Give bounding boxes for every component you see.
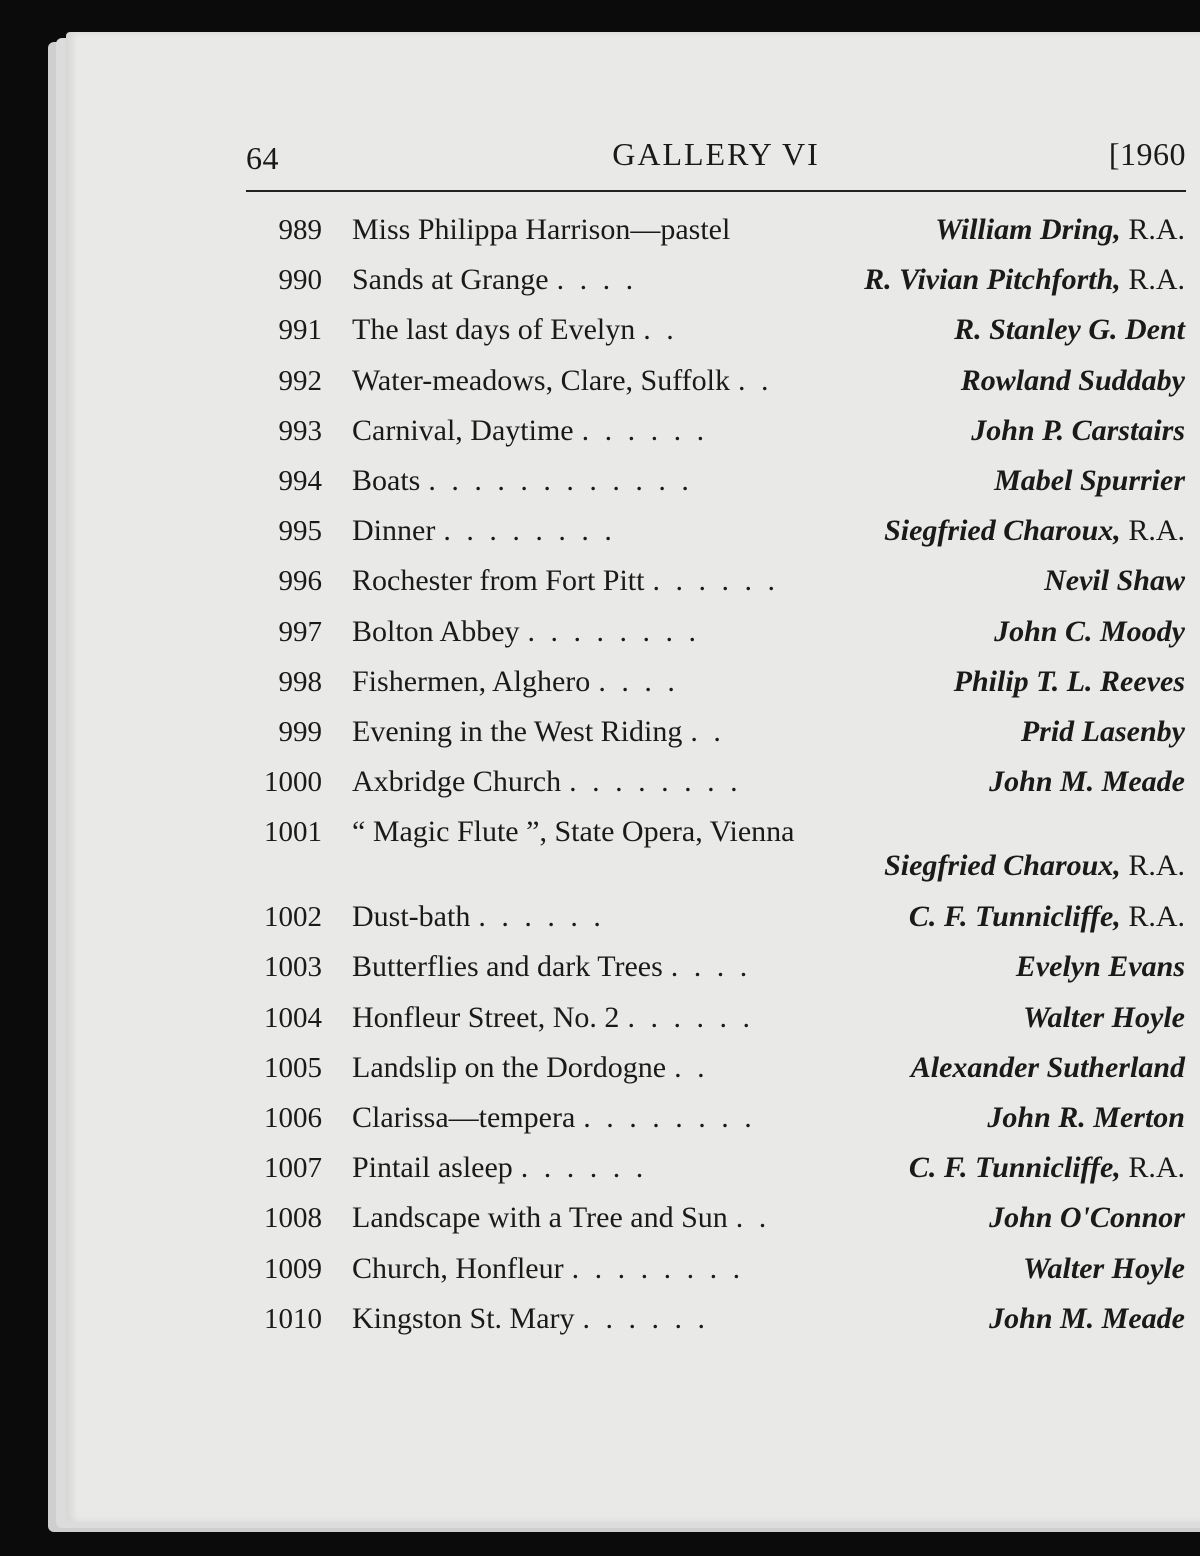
dot-leader: . . [690, 714, 725, 748]
artist-name: Rowland Suddaby [960, 363, 1185, 397]
entry-title-line [352, 757, 742, 807]
dot-leader: . . [674, 1050, 709, 1084]
entry-title-line [352, 657, 679, 707]
work-title: Bolton Abbey [352, 614, 520, 648]
work-title: Honfleur Street, No. 2 [352, 1000, 620, 1034]
entry-title-line [352, 1193, 770, 1243]
work-title: Butterflies and dark Trees [352, 950, 663, 984]
entry-title-line [352, 506, 616, 556]
artist-name: C. F. Tunnicliffe, [908, 900, 1121, 934]
entry-number: 998 [278, 665, 322, 698]
entry-title-line [352, 807, 795, 857]
entry-number: 993 [278, 414, 322, 447]
entry-number: 1009 [264, 1252, 322, 1285]
work-title: Water-meadows, Clare, Suffolk [352, 363, 730, 397]
catalogue-entry [250, 657, 1185, 707]
catalogue-entry [250, 993, 1185, 1043]
entry-title-line [352, 556, 779, 606]
artist-name: C. F. Tunnicliffe, [908, 1151, 1121, 1185]
entry-title-line [352, 1093, 756, 1143]
dot-leader: . . . . . . [478, 900, 605, 934]
entry-title-line [352, 356, 773, 406]
artist-name: Siegfried Charoux, [884, 514, 1121, 548]
artist-honours: R.A. [1128, 263, 1185, 297]
artist-credit [961, 356, 1185, 406]
dot-leader: . . . . . . . . [527, 614, 701, 648]
artist-name: Alexander Sutherland [910, 1050, 1185, 1084]
work-title: Carnival, Daytime [352, 413, 574, 447]
dot-leader: . . . . . . [652, 564, 779, 598]
artist-name: Nevil Shaw [1044, 564, 1185, 598]
dot-leader: . . . . [556, 263, 638, 297]
work-title: Boats [352, 463, 421, 497]
catalogue-entries [250, 205, 1185, 1344]
work-title: Rochester from Fort Pitt [352, 564, 645, 598]
artist-credit [989, 1193, 1185, 1243]
entry-number: 989 [278, 214, 322, 246]
artist-credit [864, 255, 1185, 305]
artist-name: John C. Moody [994, 614, 1185, 648]
entry-title-line [352, 1043, 709, 1093]
entry-title-line [352, 205, 730, 255]
gallery-title: GALLERY VI [612, 136, 820, 172]
dot-leader: . . . . . . [581, 413, 709, 447]
artist-credit [935, 205, 1185, 255]
artist-credit [1016, 942, 1185, 992]
dot-leader: . . [735, 1201, 771, 1235]
entry-number: 1002 [264, 901, 322, 934]
catalogue-entry [250, 892, 1185, 942]
artist-credit [994, 456, 1185, 506]
artist-honours: R.A. [1128, 213, 1185, 246]
artist-credit [954, 305, 1185, 355]
artist-name: John O'Connor [989, 1201, 1185, 1235]
entry-number: 996 [278, 565, 322, 598]
entry-number: 1005 [264, 1051, 322, 1084]
entry-title-line [352, 1244, 744, 1294]
work-title: Landscape with a Tree and Sun [352, 1201, 728, 1235]
catalogue-entry [250, 255, 1185, 305]
dot-leader: . . . . . . . . [569, 765, 742, 799]
artist-name: John P. Carstairs [971, 413, 1185, 447]
catalogue-entry [250, 205, 1185, 255]
artist-honours: R.A. [1128, 849, 1185, 883]
artist-credit [989, 757, 1185, 807]
catalogue-entry [250, 607, 1185, 657]
entry-number: 999 [278, 715, 322, 748]
entry-title-line [352, 1294, 709, 1344]
artist-name: Walter Hoyle [1023, 1251, 1185, 1285]
entry-title-line [352, 993, 754, 1043]
catalogue-entry [250, 506, 1185, 556]
entry-number: 1008 [264, 1202, 322, 1235]
entry-title-line [352, 1143, 647, 1193]
artist-credit [971, 406, 1185, 456]
entry-number: 1000 [264, 766, 322, 799]
catalogue-entry [250, 356, 1185, 406]
catalogue-entry [250, 757, 1185, 807]
work-title: Pintail asleep [352, 1151, 513, 1185]
artist-name: Mabel Spurrier [994, 463, 1185, 497]
dot-leader: . . [643, 313, 678, 347]
entry-number: 994 [278, 464, 322, 497]
artist-name: R. Stanley G. Dent [954, 313, 1185, 347]
artist-credit [884, 506, 1185, 556]
artist-credit [1023, 1244, 1185, 1294]
dot-leader: . . . . . . . . [583, 1101, 756, 1134]
dot-leader: . . . . . . . . [443, 514, 616, 548]
entry-number: 1001 [264, 816, 322, 849]
work-title: Fishermen, Alghero [352, 664, 591, 698]
dot-leader: . . . . [670, 950, 752, 984]
entry-number: 1004 [264, 1001, 322, 1034]
entry-number: 1006 [264, 1102, 322, 1134]
artist-name: John R. Merton [987, 1101, 1185, 1134]
artist-name: Siegfried Charoux, [884, 849, 1121, 883]
entry-number: 1010 [264, 1302, 322, 1335]
dot-leader: . . . . . . [520, 1151, 648, 1185]
artist-name: Walter Hoyle [1023, 1000, 1185, 1034]
work-title: Church, Honfleur [352, 1251, 564, 1285]
page-number: 64 [246, 140, 279, 176]
catalogue-entry [250, 942, 1185, 992]
artist-credit [884, 841, 1185, 891]
artist-honours: R.A. [1128, 900, 1185, 934]
artist-honours: R.A. [1128, 1151, 1185, 1185]
entry-number: 992 [278, 364, 322, 397]
catalogue-entry [250, 1093, 1185, 1143]
catalogue-entry [250, 305, 1185, 355]
entry-title-line [352, 707, 725, 757]
artist-credit [911, 1043, 1185, 1093]
artist-credit [909, 1143, 1185, 1193]
catalogue-entry [250, 456, 1185, 506]
work-title: Dust-bath [352, 900, 471, 934]
artist-name: Prid Lasenby [1020, 714, 1185, 748]
catalogue-entry [250, 1143, 1185, 1193]
catalogue-entry [250, 406, 1185, 456]
catalogue-entry [250, 1244, 1185, 1294]
year-label: [1960 [1108, 136, 1186, 172]
running-header [246, 136, 1186, 184]
dot-leader: . . . . . . . . . . . . [428, 463, 693, 497]
artist-name: William Dring, [935, 213, 1121, 246]
entry-number: 990 [278, 264, 322, 297]
entry-title-line [352, 305, 678, 355]
catalogue-entry [250, 556, 1185, 606]
work-title: Landslip on the Dordogne [352, 1050, 667, 1084]
entry-title-line [352, 406, 708, 456]
catalogue-entry [250, 1193, 1185, 1243]
entry-title-line [352, 607, 700, 657]
artist-name: R. Vivian Pitchforth, [864, 263, 1121, 297]
entry-number: 997 [278, 615, 322, 648]
work-title: The last days of Evelyn [352, 313, 636, 347]
catalogue-entry [250, 807, 1185, 892]
catalogue-entry [250, 707, 1185, 757]
dot-leader: . . . . . . . . [571, 1251, 745, 1285]
dot-leader: . . . . . . [582, 1301, 710, 1335]
artist-credit [1021, 707, 1185, 757]
dot-leader: . . . . . . [627, 1000, 754, 1034]
entry-title-line [352, 942, 751, 992]
entry-number: 995 [278, 515, 322, 548]
artist-credit [954, 657, 1185, 707]
entry-number: 1007 [264, 1152, 322, 1185]
artist-name: John M. Meade [989, 1301, 1185, 1335]
work-title: “ Magic Flute ”, State Opera, Vienna [352, 815, 795, 849]
dot-leader: . . . . [598, 664, 679, 698]
artist-honours: R.A. [1128, 514, 1185, 548]
artist-credit [987, 1093, 1185, 1143]
artist-name: Evelyn Evans [1015, 950, 1185, 984]
artist-credit [994, 607, 1185, 657]
entry-title-line [352, 255, 637, 305]
entry-title-line [352, 456, 693, 506]
artist-credit [1044, 556, 1185, 606]
work-title: Evening in the West Riding [352, 714, 683, 748]
artist-credit [909, 892, 1185, 942]
catalogue-entry [250, 1294, 1185, 1344]
work-title: Sands at Grange [352, 263, 549, 297]
work-title: Miss Philippa Harrison—pastel [352, 213, 731, 246]
work-title: Kingston St. Mary [352, 1301, 575, 1335]
work-title: Clarissa—tempera [352, 1101, 576, 1134]
entry-number: 1003 [264, 951, 322, 984]
artist-credit [1023, 993, 1185, 1043]
artist-name: John M. Meade [989, 765, 1185, 799]
artist-credit [989, 1294, 1185, 1344]
header-rule [246, 190, 1186, 192]
work-title: Axbridge Church [352, 765, 562, 799]
artist-name: Philip T. L. Reeves [953, 664, 1185, 698]
work-title: Dinner [352, 514, 436, 548]
catalogue-entry [250, 1043, 1185, 1093]
entry-number: 991 [278, 314, 322, 347]
dot-leader: . . [738, 363, 773, 397]
entry-title-line [352, 892, 605, 942]
